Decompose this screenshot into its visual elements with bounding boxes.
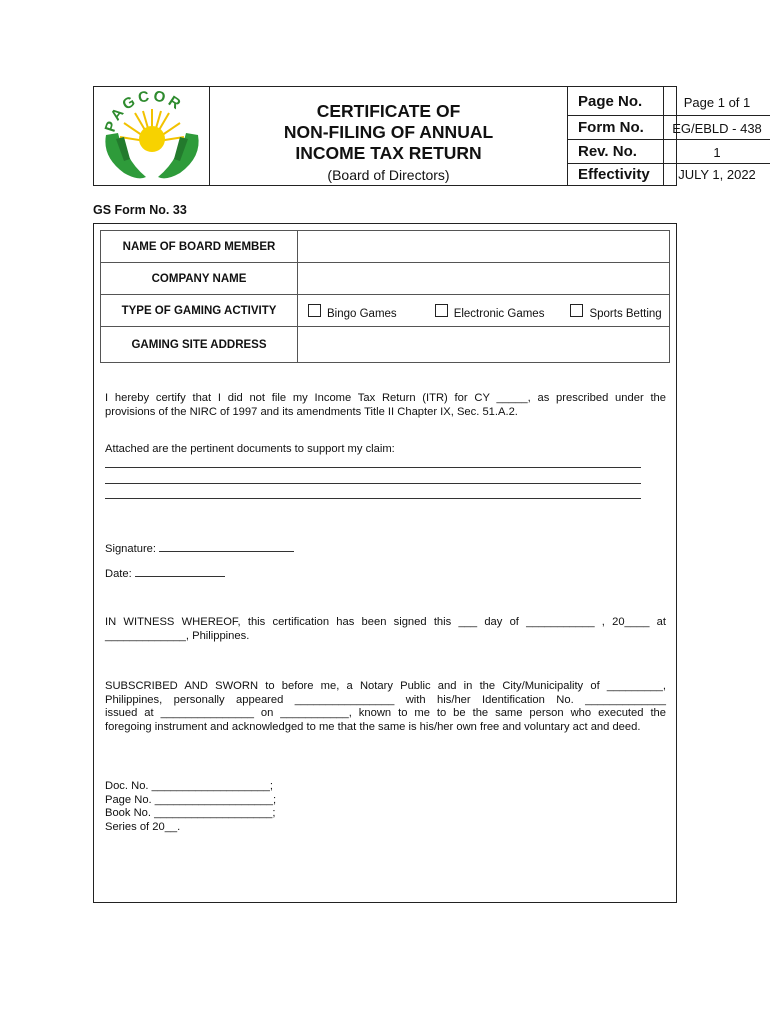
attached-label: Attached are the pertinent documents to support my claim: xyxy=(105,443,395,455)
form-body xyxy=(93,223,677,903)
sun-icon xyxy=(120,109,184,152)
date-line: Date: xyxy=(105,566,666,582)
meta-row-form: Form No. EG/EBLD - 438 xyxy=(568,116,770,140)
label-site-address: GAMING SITE ADDRESS xyxy=(101,327,298,363)
meta-row-rev: Rev. No. 1 xyxy=(568,140,770,164)
option-sports[interactable]: Sports Betting xyxy=(570,304,661,317)
form-header xyxy=(93,86,762,186)
book-no: Book No. ___________________; xyxy=(105,807,276,820)
meta-table xyxy=(568,87,762,185)
sports-checkbox[interactable] xyxy=(570,304,583,317)
certification-text: I hereby certify that I did not file my Income Tax Return (ITR) for CY _____, as prescribed under the provisions of the NIRC of 1997 and its amendments Title II Chapter IX, Sec. 51.A.2. xyxy=(105,392,666,418)
title-cell xyxy=(210,87,568,185)
label-gaming-activity: TYPE OF GAMING ACTIVITY xyxy=(101,295,298,327)
option-electronic[interactable]: Electronic Games xyxy=(435,304,545,317)
signature-line: Signature: xyxy=(105,541,666,557)
document-title: CERTIFICATE OF NON-FILING OF ANNUAL INCOME TAX RETURN xyxy=(283,101,494,163)
signature-field[interactable] xyxy=(159,541,294,552)
label-company-name: COMPANY NAME xyxy=(101,263,298,295)
bingo-checkbox[interactable] xyxy=(308,304,321,317)
sworn-text: SUBSCRIBED AND SWORN to before me, a Notary Public and in the City/Municipality of _________, Philippines, personally appeared ________________ with his/her Identification No. _____________ issued at _______________ on ___________, known to me to be the same person who executed the foregoing instrument and acknowledged to me that the same is his/her own free and voluntary act and deed. xyxy=(105,680,666,733)
date-field[interactable] xyxy=(135,566,225,577)
company-name-field[interactable] xyxy=(298,263,670,295)
gs-form-number: GS Form No. 33 xyxy=(93,203,187,217)
site-address-field[interactable] xyxy=(298,327,670,363)
claim-line-2[interactable] xyxy=(105,483,641,484)
doc-no: Doc. No. ___________________; xyxy=(105,780,273,792)
row-company-name xyxy=(101,263,670,295)
witness-text: IN WITNESS WHEREOF, this certification has been signed this ___ day of ___________ , 20____ at _____________, Philippines. xyxy=(105,616,666,642)
row-site-address xyxy=(101,327,670,363)
info-table xyxy=(100,230,670,363)
row-board-member xyxy=(101,231,670,263)
series: Series of 20__. xyxy=(105,820,181,833)
option-bingo[interactable]: Bingo Games xyxy=(308,304,397,317)
meta-row-page: Page No. Page 1 of 1 xyxy=(568,87,770,116)
logo-cell xyxy=(94,87,210,185)
logo-text: PAGCOR xyxy=(101,87,187,135)
document-subtitle: (Board of Directors) xyxy=(327,167,450,183)
page-no: Page No. ___________________; xyxy=(105,793,277,806)
claim-line-1[interactable] xyxy=(105,467,641,468)
electronic-checkbox[interactable] xyxy=(435,304,448,317)
notary-details xyxy=(105,780,666,834)
row-gaming-activity xyxy=(101,295,670,327)
pagcor-logo xyxy=(94,87,210,185)
meta-row-effectivity: Effectivity JULY 1, 2022 xyxy=(568,164,770,185)
board-member-field[interactable] xyxy=(298,231,670,263)
label-board-member: NAME OF BOARD MEMBER xyxy=(101,231,298,263)
claim-line-3[interactable] xyxy=(105,498,641,499)
